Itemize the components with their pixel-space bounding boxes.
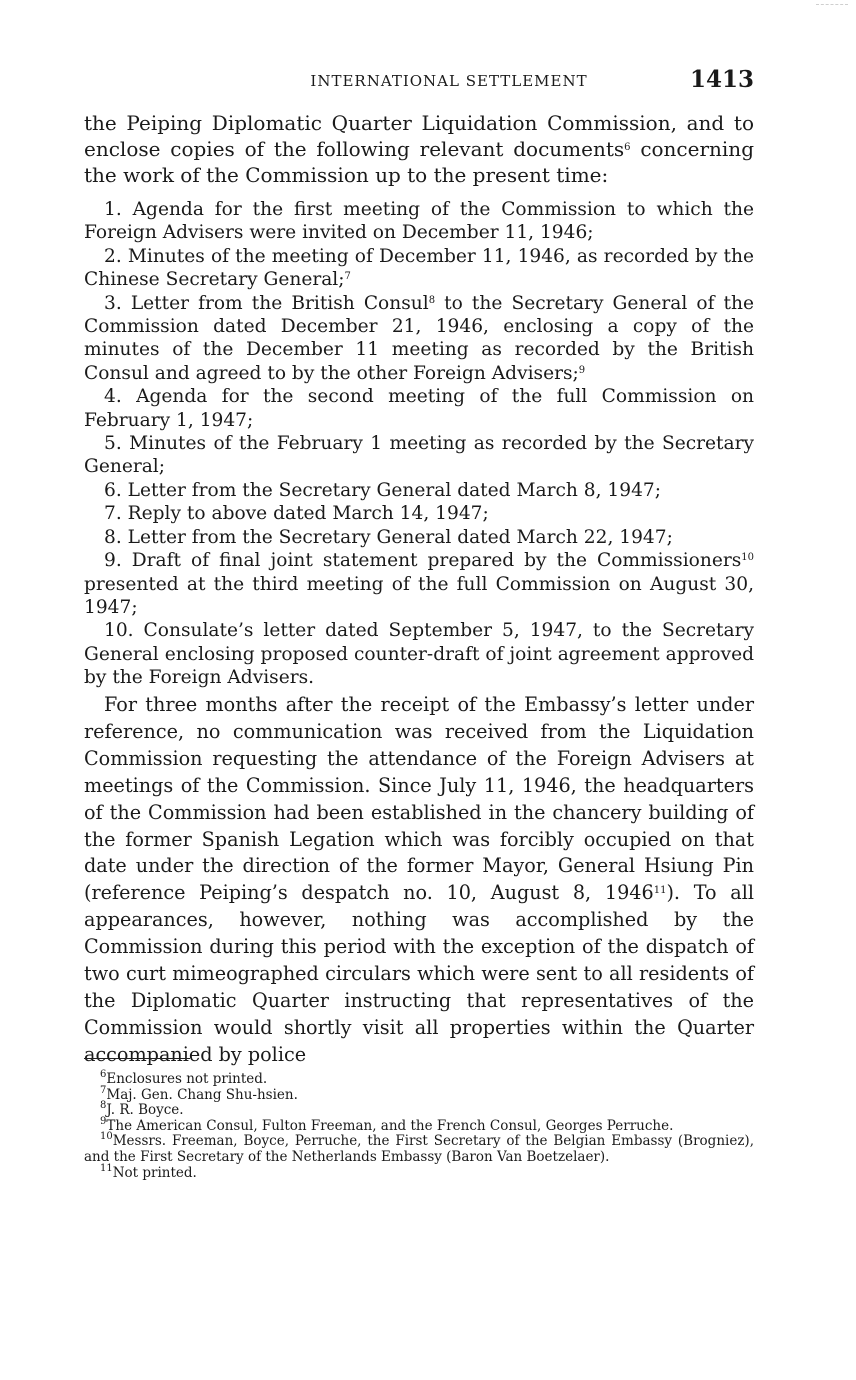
list-item: 5. Minutes of the February 1 meeting as recorded by the Secretary General; [84, 433, 754, 478]
footnote: $^7$Maj. Gen. Chang Shu-hsien. [100, 1084, 298, 1103]
list-item: 8. Letter from the Secretary General dated March 22, 1947; [104, 526, 673, 548]
running-title: INTERNATIONAL SETTLEMENT [310, 72, 588, 90]
footnote: $^6$Enclosures not printed. [100, 1069, 268, 1087]
footnote-number: 11 [100, 1162, 113, 1174]
intro-text: the Peiping Diplomatic Quarter Liquidation Commission, and to enclose copies of the following relevant documents [84, 111, 754, 161]
footnote-ref: 6 [624, 142, 631, 153]
list-item: 3. Letter from the British Consul$^8$ to the Secretary General of the Commission dated December 21, 1946, enclosing a copy of the minutes of the December 11 meeting as recorded by the British Consul and agreed to by the other Foreign Advisers;$^9$ [84, 292, 754, 384]
footnote-ref: 7 [344, 271, 351, 283]
list-item: 6. Letter from the Secretary General dated March 8, 1947; [104, 479, 662, 501]
scan-corner-mark [816, 4, 848, 5]
footnote-number: 7 [100, 1084, 107, 1096]
list-item: 10. Consulate’s letter dated September 5, 1947, to the Secretary General enclosing proposed counter-draft of joint agreement approved by the Foreign Advisers. [84, 620, 754, 689]
footnote: $^9$The American Consul, Fulton Freeman, and the French Consul, Georges Perruche. [100, 1115, 674, 1134]
list-item: 2. Minutes of the meeting of December 11, 1946, as recorded by the Chinese Secretary General;$^7$ [84, 245, 754, 291]
footnote: $^{10}$Messrs. Freeman, Boyce, Perruche, the First Secretary of the Belgian Embassy (Brogniez), and the First Secretary of the Netherlands Embassy (Baron Van Boetzelaer). [84, 1131, 754, 1165]
footnote-number: 9 [100, 1115, 107, 1127]
list-item: 1. Agenda for the first meeting of the Commission to which the Foreign Advisers were invited on December 11, 1946; [84, 199, 754, 244]
body-text: For three months after the receipt of the Embassy’s letter under reference, no communication was received from the Liquidation Commission requesting the attendance of the Foreign Advisers at meetings of the Commission. Since July 11, 1946, the headquarters of the Commission had been established in the chancery building of the former Spanish Legation which was forcibly occupied on that date under the direction of the former Mayor, General Hsiung Pin (reference Peiping’s despatch no. 10, August 8, 1946 [84, 693, 754, 905]
footnote-number: 6 [100, 1069, 107, 1080]
footnote-divider [84, 1058, 190, 1059]
footnote-number: 10 [100, 1131, 113, 1143]
footnote: $^{11}$Not printed. [100, 1162, 197, 1181]
footnotes [84, 1069, 754, 1181]
page-number: 1413 [689, 66, 754, 93]
footnote-ref: 8 [428, 294, 436, 306]
intro-text-after: concerning the work of the Commission up to the present time: [84, 137, 754, 187]
footnote-ref: 9 [578, 364, 586, 376]
list-item: 4. Agenda for the second meeting of the full Commission on February 1, 1947; [84, 386, 754, 431]
document-list [84, 198, 754, 690]
footnote-ref: 11 [653, 885, 667, 897]
body-text-after: ). To all appearances, however, nothing was accomplished by the Commission during this period with the exception of the dispatch of two curt mimeographed circulars which were sent to all residents of the Diplomatic Quarter instructing that representatives of the Commission would shortly visit all properties within the Quarter accompanied by police [84, 881, 755, 1066]
list-item: 7. Reply to above dated March 14, 1947; [104, 503, 489, 525]
footnote-number: 8 [100, 1100, 107, 1112]
list-item: 9. Draft of final joint statement prepared by the Commissioners$^{10}$ presented at the third meeting of the full Commission on August 30, 1947; [84, 550, 754, 618]
intro-paragraph [84, 110, 754, 188]
body-paragraph [84, 692, 754, 1069]
running-header [84, 66, 754, 96]
footnote-ref: 10 [741, 552, 754, 564]
footnote: $^8$J. R. Boyce. [100, 1100, 184, 1119]
